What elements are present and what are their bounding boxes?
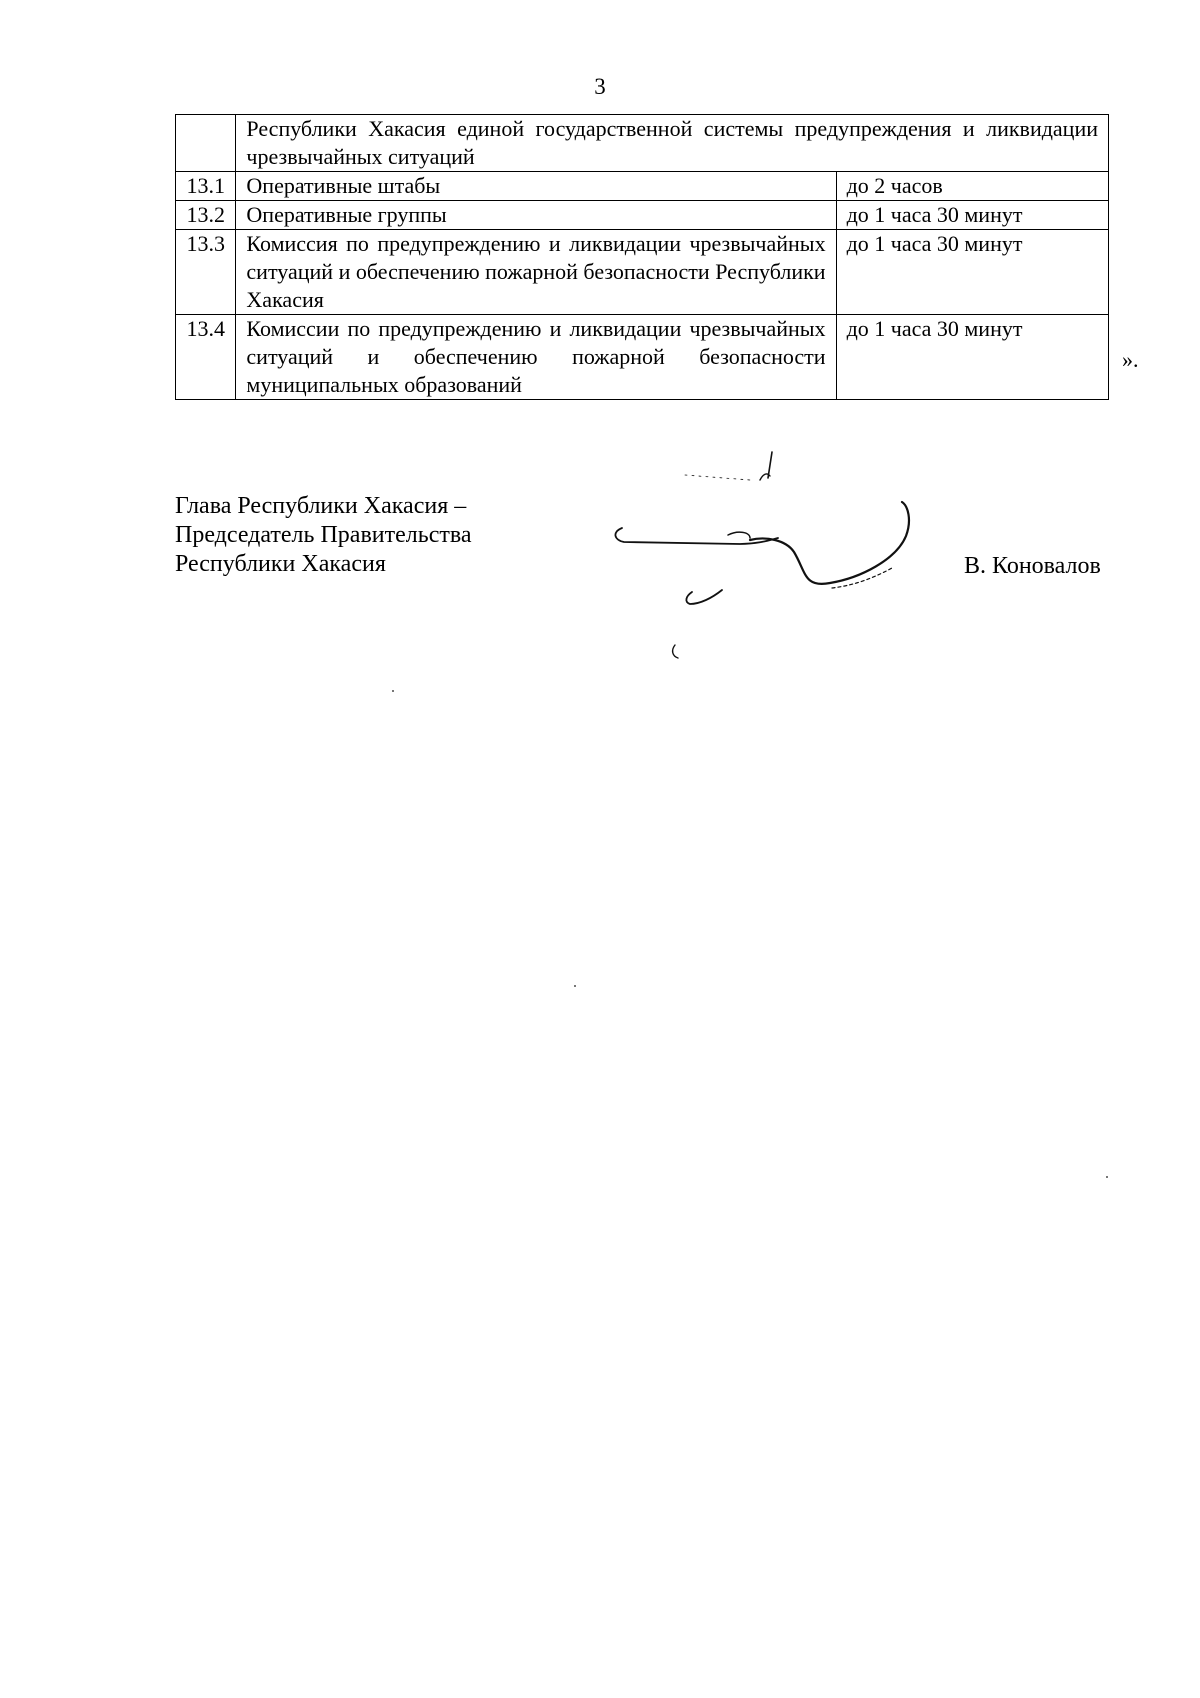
scan-speck — [1106, 1176, 1108, 1178]
table-row — [176, 201, 1109, 230]
scan-speck — [574, 985, 576, 987]
row-number: 13.2 — [176, 201, 236, 230]
closing-quote: ». — [1122, 347, 1139, 372]
row-number: 13.4 — [176, 315, 236, 400]
table-row — [176, 115, 1109, 172]
table-row — [176, 315, 1109, 400]
row-number — [176, 115, 236, 172]
signatory-position-line: Председатель Правительства — [175, 522, 472, 548]
row-name: Комиссии по предупреждению и ликвидации чрезвычайных ситуаций и обеспечению пожарной безопасности муниципальных образований — [236, 315, 836, 400]
signatory-position — [175, 492, 472, 579]
row-name: Оперативные группы — [236, 201, 836, 230]
row-time: до 1 часа 30 минут — [836, 315, 1108, 400]
table-row — [176, 230, 1109, 315]
handwritten-signature — [600, 440, 940, 660]
page-number: 3 — [594, 74, 606, 99]
row-name: Комиссия по предупреждению и ликвидации чрезвычайных ситуаций и обеспечению пожарной безопасности Республики Хакасия — [236, 230, 836, 315]
row-time: до 2 часов — [836, 172, 1108, 201]
row-number: 13.3 — [176, 230, 236, 315]
row-time: до 1 часа 30 минут — [836, 230, 1108, 315]
scan-speck — [392, 690, 394, 692]
table-row — [176, 172, 1109, 201]
row-time: до 1 часа 30 минут — [836, 201, 1108, 230]
signatory-name: В. Коновалов — [964, 553, 1101, 579]
row-name: Республики Хакасия единой государственной системы предупреждения и ликвидации чрезвычайных ситуаций — [236, 115, 1109, 172]
row-number: 13.1 — [176, 172, 236, 201]
row-name: Оперативные штабы — [236, 172, 836, 201]
deadlines-table — [175, 114, 1109, 400]
signatory-position-line: Республики Хакасия — [175, 551, 386, 577]
signatory-position-line: Глава Республики Хакасия – — [175, 493, 467, 519]
